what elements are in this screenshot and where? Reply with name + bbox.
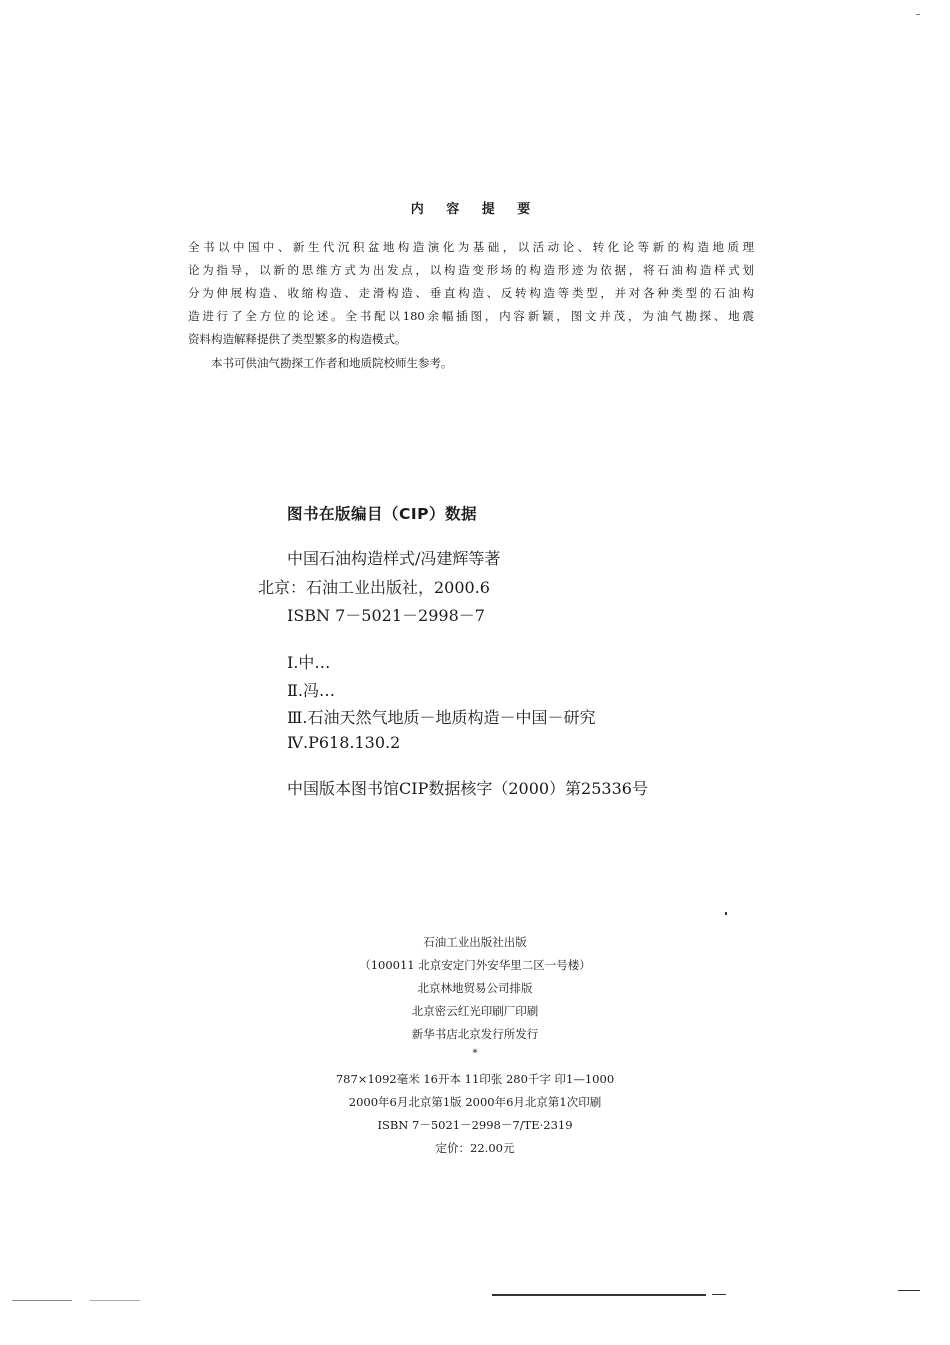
scan-line xyxy=(898,1290,920,1291)
isbn-full-line: ISBN 7－5021－2998－7/TE·2319 xyxy=(377,1118,573,1132)
cip-publisher-line: 北京：石油工业出版社，2000.6 xyxy=(258,578,490,597)
scan-dot xyxy=(90,1300,140,1301)
cip-verify-line: 中国版本图书馆CIP数据核字（2000）第25336号 xyxy=(287,779,648,798)
summary-line: 论为指导，以新的思维方式为出发点，以构造变形场的构造形迹为依据，将石油构造样式划 xyxy=(188,263,754,277)
cip-title: 图书在版编目（CIP）数据 xyxy=(287,505,478,523)
summary-line: 资料构造解释提供了类型繁多的构造模式。 xyxy=(188,332,407,346)
cip-class-line: Ⅲ.石油天然气地质－地质构造－中国－研究 xyxy=(287,708,596,727)
summary-line: 全书以中国中、新生代沉积盆地构造演化为基础，以活动论、转化论等新的构造地质理 xyxy=(188,240,754,254)
cip-class-line: Ⅱ.冯… xyxy=(287,681,335,700)
scan-line xyxy=(712,1294,726,1295)
summary-line: 分为伸展构造、收缩构造、走滑构造、垂直构造、反转构造等类型，并对各种类型的石油构 xyxy=(188,286,754,300)
separator-star: * xyxy=(472,1048,478,1059)
cip-isbn-line: ISBN 7－5021－2998－7 xyxy=(287,606,485,625)
edition-line: 2000年6月北京第1版 2000年6月北京第1次印刷 xyxy=(348,1095,602,1109)
cip-class-line: Ⅰ.中… xyxy=(287,653,331,672)
scan-line xyxy=(492,1294,706,1296)
price-line: 定价：22.00元 xyxy=(435,1141,515,1155)
typesetter-line: 北京林地贸易公司排版 xyxy=(417,981,533,995)
scan-dot xyxy=(916,14,920,15)
scan-dot xyxy=(725,912,727,915)
summary-title: 内 容 提 要 xyxy=(410,202,540,217)
summary-note: 本书可供油气勘探工作者和地质院校师生参考。 xyxy=(211,356,453,370)
printer-line: 北京密云红光印刷厂印刷 xyxy=(411,1004,539,1018)
spec-line: 787×1092毫米 16开本 11印张 280千字 印1—1000 xyxy=(335,1072,615,1086)
summary-line: 造进行了全方位的论述。全书配以180余幅插图，内容新颖，图文并茂，为油气勘探、地震 xyxy=(188,309,754,323)
cip-book-line: 中国石油构造样式/冯建辉等著 xyxy=(287,549,501,568)
publisher-address: （100011 北京安定门外安华里二区一号楼） xyxy=(359,958,591,972)
cip-class-line: Ⅳ.P618.130.2 xyxy=(287,733,401,752)
scan-dot xyxy=(12,1300,72,1301)
publisher-line: 石油工业出版社出版 xyxy=(423,935,527,949)
distributor-line: 新华书店北京发行所发行 xyxy=(411,1027,539,1041)
summary-paragraph xyxy=(188,236,754,351)
